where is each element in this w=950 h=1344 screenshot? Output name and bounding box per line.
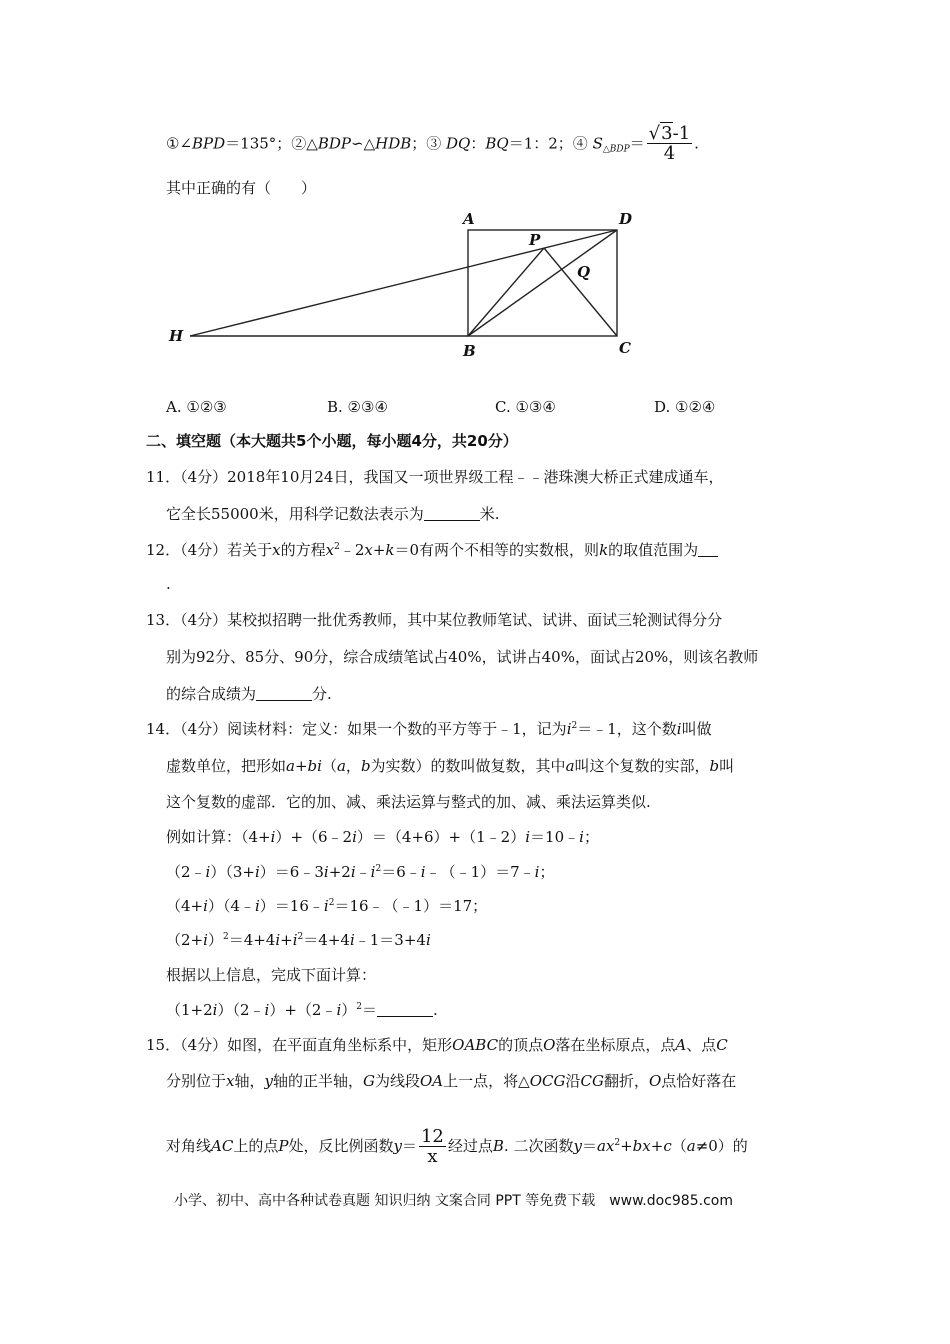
text: DQ	[446, 134, 471, 153]
q14-calc	[166, 1000, 438, 1020]
text: OABC	[452, 1036, 499, 1054]
text: i	[352, 828, 357, 846]
q13-line3	[166, 684, 332, 704]
text: bx	[632, 1137, 651, 1155]
text: ax	[596, 1137, 615, 1155]
text: i	[254, 897, 260, 915]
text: ＝0有两个不相等的实数根，则	[394, 541, 600, 559]
denominator: 4	[663, 143, 676, 164]
text: y	[264, 1072, 273, 1090]
text: i	[579, 828, 584, 846]
text: ）（3+	[210, 863, 255, 881]
text: ∽△	[351, 134, 376, 153]
numerator: 12	[420, 1125, 444, 1147]
text: BQ	[485, 134, 509, 153]
segment-hd	[190, 230, 617, 336]
q14-example2	[166, 862, 554, 882]
text: （	[321, 757, 337, 775]
text: a	[336, 757, 346, 775]
text: ≠0）的	[695, 1137, 748, 1155]
label-b: B	[463, 342, 476, 360]
q13-line1: 13．（4分）某校拟招聘一批优秀教师，其中某位教师笔试、试讲、面试三轮测试得分分	[146, 611, 723, 629]
text: ）＝（4+6）+（1﹣2）	[356, 828, 526, 846]
text: 分.	[312, 685, 332, 703]
text: 的顶点	[498, 1036, 544, 1054]
answer-blank[interactable]	[377, 1002, 433, 1017]
text: x	[364, 541, 373, 559]
text: ）（4﹣	[207, 897, 255, 915]
text: .	[433, 1001, 438, 1019]
text: i	[525, 828, 531, 846]
text: ﹣1＝3+4	[354, 931, 426, 949]
text: S	[592, 134, 603, 153]
fraction: $\frac{√3-1}{4}$	[648, 123, 691, 164]
text: 叫	[719, 757, 735, 775]
text: 分别位于	[166, 1072, 227, 1090]
text: 轴的正半轴，	[272, 1072, 363, 1090]
fraction-12-over-x	[419, 1125, 446, 1167]
page-footer: 小学、初中、高中各种试卷真题 知识归纳 文案合同 PPT 等免费下载 www.doc985.com	[174, 1193, 733, 1209]
text: OA	[420, 1072, 444, 1090]
q14-task: 根据以上信息，完成下面计算：	[166, 966, 377, 984]
q14-example4	[166, 930, 431, 950]
text: a	[565, 757, 575, 775]
text: ）＝6﹣3	[259, 863, 324, 881]
text: ）（2﹣	[217, 1001, 265, 1019]
text: ＝135°；②△	[225, 134, 318, 153]
text: OCG	[529, 1072, 566, 1090]
text: 上一点，将△	[443, 1072, 530, 1090]
text: 15．（4分）如图，在平面直角坐标系中，矩形	[146, 1036, 453, 1054]
text: a	[286, 757, 295, 775]
text: ＝﹣1，这个数	[577, 720, 677, 738]
text: 14．（4分）阅读材料：定义：如果一个数的平方等于﹣1，记为	[146, 720, 567, 738]
text: c	[663, 1137, 672, 1155]
text: （2+	[166, 931, 204, 949]
text: +2	[328, 863, 351, 881]
text: .	[694, 134, 699, 153]
text: 、点	[686, 1036, 717, 1054]
text: ＝4+4	[228, 931, 276, 949]
text: 例如计算：（4+	[166, 828, 271, 846]
text: ＝1：2；④	[508, 134, 593, 153]
text: i	[270, 828, 276, 846]
q11-line1: 11．（4分）2018年10月24日，我国又一项世界级工程﹣﹣港珠澳大桥正式建成通车，	[146, 468, 724, 486]
text: i	[370, 863, 376, 881]
text: +	[294, 757, 308, 775]
text: ﹣2	[339, 541, 365, 559]
text: 米.	[479, 505, 500, 523]
text: i	[254, 863, 260, 881]
q15-line1	[146, 1035, 728, 1055]
text: x	[226, 1072, 235, 1090]
text: i	[350, 863, 356, 881]
text: HDB	[375, 134, 412, 153]
superscript: 2	[297, 932, 304, 942]
text: i	[420, 863, 426, 881]
option-c: C. ①③④	[495, 398, 556, 416]
text: 叫做	[681, 720, 712, 738]
text: +	[280, 931, 293, 949]
superscript: 2	[222, 932, 229, 942]
text: ①∠	[166, 134, 193, 153]
text: 为实数）的数叫做复数，其中	[370, 757, 566, 775]
text: ＝	[401, 1137, 417, 1155]
text: i	[264, 1001, 270, 1019]
text: CG	[580, 1072, 604, 1090]
text: y	[393, 1137, 402, 1155]
text: x	[325, 541, 335, 559]
segment-bp	[468, 248, 544, 336]
superscript: 2	[375, 864, 382, 874]
text: ）＝16﹣	[259, 897, 324, 915]
answer-blank[interactable]	[698, 542, 718, 557]
text: ﹣	[355, 863, 371, 881]
text: i	[203, 931, 208, 949]
text: 的方程	[280, 541, 326, 559]
radicand: 3	[661, 123, 673, 144]
text: y	[573, 1137, 582, 1155]
option-b: B. ②③④	[327, 398, 388, 416]
text: ）+（6﹣2	[275, 828, 353, 846]
text: i	[323, 897, 329, 915]
text: （4+	[166, 897, 204, 915]
text: 对角线	[166, 1137, 212, 1155]
text: ，	[345, 757, 361, 775]
section-heading: 二、填空题（本大题共5个小题，每小题4分，共20分）	[146, 432, 518, 450]
text: k	[385, 541, 395, 559]
text: ＝6﹣	[381, 863, 421, 881]
text: ）+（2﹣	[269, 1001, 337, 1019]
text: i	[275, 931, 281, 949]
answer-blank[interactable]	[256, 686, 312, 701]
text: O	[543, 1036, 556, 1054]
text: i	[292, 931, 298, 949]
text: b	[709, 757, 720, 775]
text: 点恰好落在	[661, 1072, 737, 1090]
text: BPD	[192, 134, 226, 153]
text: i	[425, 931, 431, 949]
text: i	[534, 863, 540, 881]
text: 12．（4分）若关于	[146, 541, 273, 559]
q12-line2: .	[166, 575, 171, 593]
text: i	[212, 1001, 218, 1019]
text: 轴，	[234, 1072, 265, 1090]
text: a	[686, 1137, 696, 1155]
text: 落在坐标原点，点	[555, 1036, 676, 1054]
text: （	[671, 1137, 687, 1155]
label-h: H	[169, 327, 184, 345]
text: ＝	[629, 134, 645, 153]
text: +	[372, 541, 386, 559]
text: G	[363, 1072, 375, 1090]
text: 为线段	[374, 1072, 420, 1090]
q13-line2: 别为92分、85分、90分，综合成绩笔试占40%，试讲占40%，面试占20%，则该名教师	[166, 648, 759, 666]
text: P	[278, 1137, 289, 1155]
option-d: D. ①②④	[654, 398, 716, 416]
q14-line2	[166, 756, 734, 776]
text: C	[716, 1036, 728, 1054]
text: ）	[207, 931, 223, 949]
label-a: A	[463, 210, 475, 228]
text: i	[205, 863, 211, 881]
superscript: 2	[356, 1002, 363, 1012]
label-q: Q	[577, 263, 591, 281]
text: i	[566, 720, 572, 738]
answer-blank[interactable]	[424, 506, 480, 521]
text: bi	[307, 757, 322, 775]
superscript: 2	[334, 542, 340, 552]
q12-line1	[146, 540, 718, 560]
q15-line2	[166, 1071, 736, 1091]
text: B	[492, 1137, 504, 1155]
text: ；	[583, 828, 599, 846]
text: i	[349, 931, 355, 949]
text: +	[650, 1137, 664, 1155]
text: ＝	[362, 1001, 378, 1019]
text: i	[203, 897, 208, 915]
segment-pc	[544, 248, 617, 336]
q14-line1	[146, 719, 712, 739]
q15-line3	[166, 1122, 748, 1170]
subscript: △BDP	[602, 144, 630, 155]
text: ﹣（﹣1）＝7﹣	[425, 863, 535, 881]
text: x	[272, 541, 281, 559]
superscript: 2	[571, 721, 578, 731]
label-c: C	[619, 339, 631, 357]
text: i	[676, 720, 682, 738]
diagonal-bd	[468, 230, 617, 336]
text: b	[360, 757, 371, 775]
q14-example3	[166, 896, 487, 916]
text: k	[599, 541, 609, 559]
text: AC	[211, 1137, 234, 1155]
option-a: A. ①②③	[166, 398, 227, 416]
text: BDP	[317, 134, 351, 153]
text: ）	[341, 1001, 357, 1019]
text: ；③	[411, 134, 447, 153]
text: i	[323, 863, 329, 881]
q14-line3: 这个复数的虚部．它的加、减、乘法运算与整式的加、减、乘法运算类似.	[166, 793, 651, 811]
text: i	[336, 1001, 342, 1019]
denominator: x	[427, 1145, 438, 1167]
text: . 二次函数	[503, 1137, 574, 1155]
text: 沿	[565, 1072, 581, 1090]
text: ＝16﹣（﹣1）＝17；	[334, 897, 488, 915]
text: 叫这个复数的实部，	[574, 757, 710, 775]
text: ＝4+4	[303, 931, 350, 949]
q10-prompt: 其中正确的有（ ）	[166, 179, 317, 197]
q14-example1	[166, 827, 599, 847]
text: 翻折，	[603, 1072, 649, 1090]
text: （2﹣	[166, 863, 206, 881]
text: O	[648, 1072, 662, 1090]
text: ：	[470, 134, 486, 153]
text: 的取值范围为	[608, 541, 699, 559]
text: 虚数单位，把形如	[166, 757, 287, 775]
label-d: D	[619, 210, 633, 228]
superscript: 2	[328, 898, 335, 908]
text: ＝10﹣	[530, 828, 580, 846]
text: 的综合成绩为	[166, 685, 257, 703]
q11-line2	[166, 504, 500, 524]
superscript: 2	[614, 1138, 621, 1148]
numerator-tail: -1	[672, 123, 691, 144]
text: （1+2	[166, 1001, 213, 1019]
text: +	[620, 1137, 633, 1155]
text: 经过点	[447, 1137, 493, 1155]
label-p: P	[529, 231, 541, 249]
text: 处，反比例函数	[288, 1137, 394, 1155]
text: A	[675, 1036, 687, 1054]
text: 上的点	[233, 1137, 279, 1155]
text: ；	[539, 863, 555, 881]
text: ＝	[581, 1137, 597, 1155]
text: 它全长55000米，用科学记数法表示为	[166, 505, 424, 523]
